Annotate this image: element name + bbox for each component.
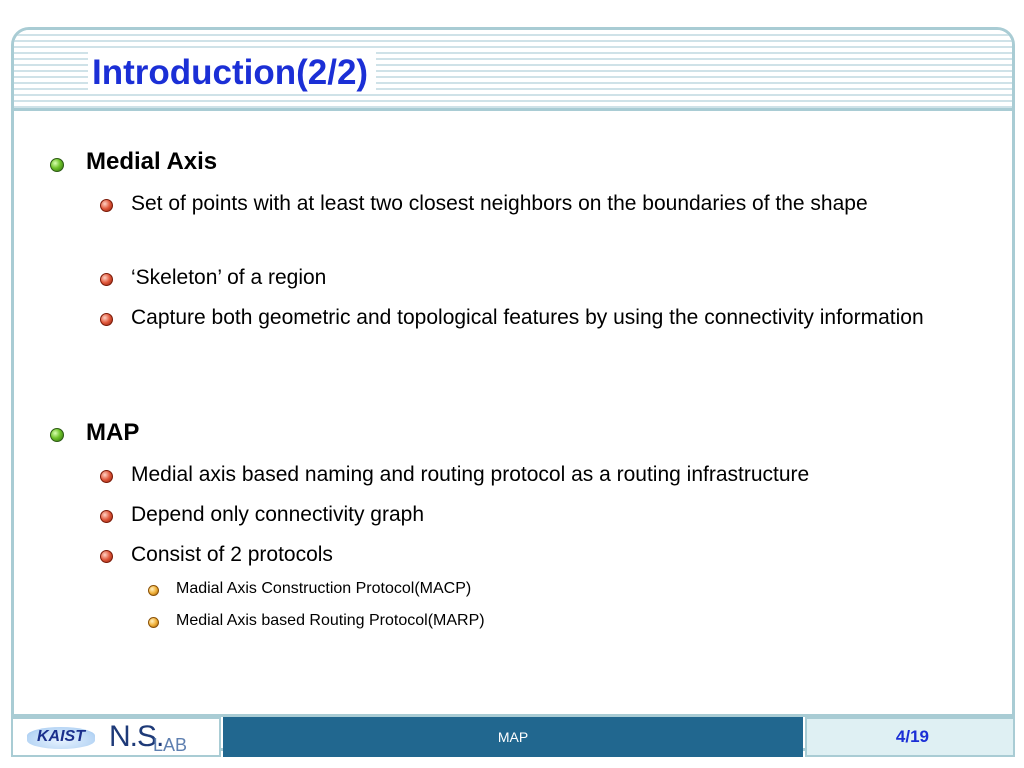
green-bullet-icon [50,428,64,442]
sub-list-item: Medial Axis based Routing Protocol(MARP) [176,612,485,629]
red-bullet-icon [100,273,113,286]
list-item: Capture both geometric and topological features by using the connectivity information [131,306,924,329]
sub-list-item: Madial Axis Construction Protocol(MACP) [176,580,472,597]
red-bullet-icon [100,550,113,563]
slide-content [14,30,1012,748]
red-bullet-icon [100,313,113,326]
page-number: 4/19 [895,727,929,746]
section-heading-medial-axis: Medial Axis [86,148,218,175]
slide-frame [11,27,1015,751]
red-bullet-icon [100,510,113,523]
list-item: Consist of 2 protocols [131,543,333,566]
kaist-logo-text: KAIST [37,728,85,745]
list-item: ‘Skeleton’ of a region [131,266,327,289]
list-item: Medial axis based naming and routing protocol as a routing infrastructure [131,463,810,486]
list-item: Depend only connectivity graph [131,503,425,526]
footer-page-area [805,717,1015,757]
footer-center-label: MAP [223,717,803,757]
slide-footer [11,714,1015,757]
ns-lab-logo: N.S. [109,720,164,753]
orange-bullet-icon [148,585,159,596]
kaist-logo [27,727,95,749]
list-item: Set of points with at least two closest neighbors on the boundaries of the shape [131,192,868,215]
red-bullet-icon [100,470,113,483]
slide-title: Introduction(2/2) [88,52,376,94]
red-bullet-icon [100,199,113,212]
green-bullet-icon [50,158,64,172]
orange-bullet-icon [148,617,159,628]
ns-lab-logo-sub: LAB [153,735,188,755]
section-heading-map: MAP [86,419,140,446]
footer-logos [11,717,221,757]
